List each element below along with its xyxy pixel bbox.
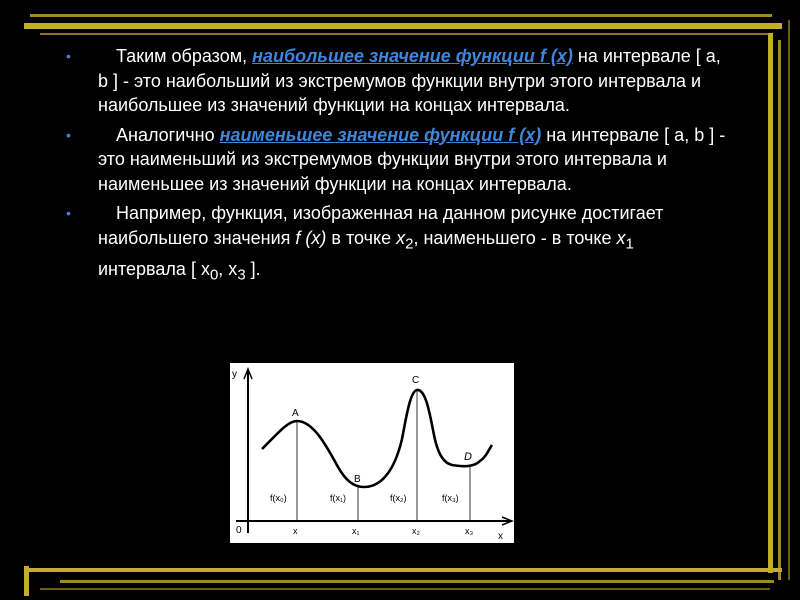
frame-right-bar-2 [778,40,781,580]
p3-x1: x [616,227,626,248]
f-x3-label: f(x₃) [442,493,459,503]
frame-right-bar [768,33,773,573]
frame-top-bar-2 [24,23,782,29]
p2-text-start: Аналогично [116,124,220,145]
point-c-label: C [412,375,420,386]
p3-x3-sub: 3 [237,266,246,284]
f-x0-label: f(x₀) [270,493,287,503]
bullet-icon: • [66,126,71,143]
p1-highlight: наибольшее значение функции f (x) [252,46,573,66]
x1-tick-label: x₁ [352,526,360,536]
x-axis-label: x [498,531,503,542]
p2-text-end: на интервале [ a, b ] - это наименьший из экстремумов функции внутри этого интервала и наименьшее из значений функции на концах интервала. [98,124,726,194]
x2-tick-label: x₂ [412,526,420,536]
p3-x1-sub: 1 [625,235,634,253]
p3-x2-sub: 2 [405,235,414,253]
bullet-icon: • [66,205,71,221]
p1-text-start: Таким образом, [116,46,253,66]
p1-text-end: на интервале [ a, b ] - это наибольший из экстремумов функции внутри этого интервала и наибольшее из значений функции на концах интервала. [98,46,721,115]
p3-text-1: Например, функция, изображенная на данном рисунке достигает наибольшего значения [98,203,664,248]
bullet-icon: • [66,48,71,64]
point-b-label: B [354,474,361,485]
paragraph-example [66,201,726,288]
p3-text-3: , наименьшего - в точке [413,227,617,248]
function-curve [262,390,492,487]
x3-tick-label: x₃ [465,526,474,536]
p3-x2: x [396,227,406,248]
paragraph-min-value [66,123,726,197]
frame-bottom-bar-3 [40,588,770,590]
p3-fx: f (x) [295,227,327,248]
function-graph [230,363,514,543]
frame-top-bar [30,14,772,17]
y-axis-label: y [232,369,237,380]
frame-bottom-bar [24,568,782,572]
paragraph-max-value [66,44,726,118]
point-a-label: A [292,408,299,419]
origin-label: 0 [236,525,242,536]
f-x2-label: f(x₂) [390,493,407,503]
frame-bottom-bar-2 [60,580,774,583]
p3-text-2: в точке [326,227,397,248]
p3-x0-sub: 0 [209,266,219,284]
frame-top-bar-3 [40,33,770,35]
p3-text-6: ]. [245,258,261,279]
f-x1-label: f(x₁) [330,493,347,503]
slide-text [66,44,726,293]
frame-right-bar-3 [788,20,790,580]
point-d-label: D [464,451,472,463]
p3-text-4: интервала [ x [98,258,210,279]
p3-text-5: , x [218,258,238,279]
graph-svg [230,363,514,543]
x0-tick-label: x [293,526,298,536]
p2-highlight: наименьшее значение функции f (x) [219,124,542,145]
